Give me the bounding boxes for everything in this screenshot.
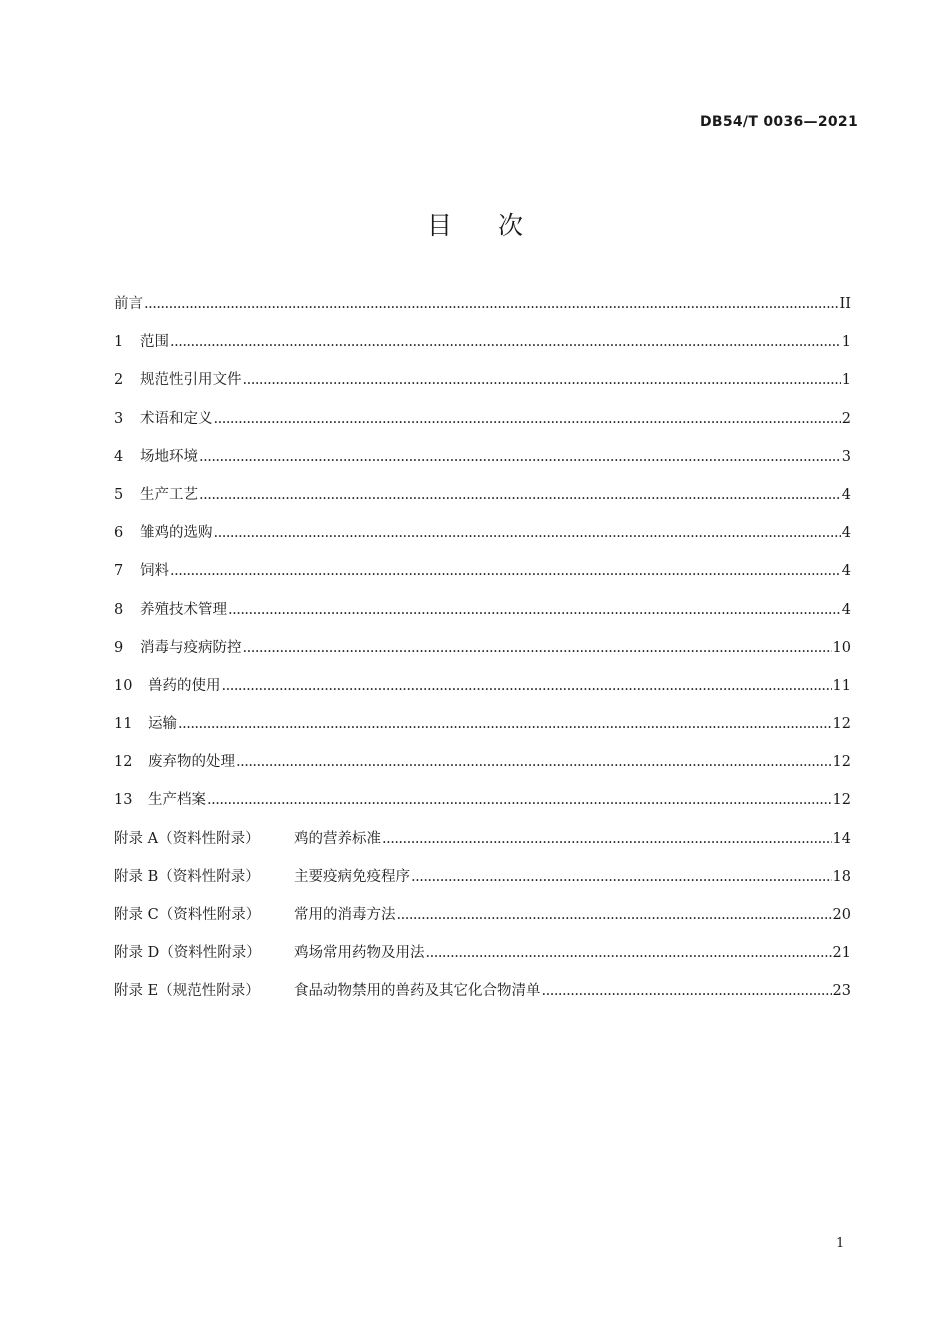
toc-entry[interactable] — [114, 521, 851, 559]
toc-leader-dots — [397, 907, 832, 923]
toc-entry-page: 2 — [841, 410, 851, 427]
toc-entry-page: 12 — [832, 792, 851, 809]
toc-entry-label: 食品动物禁用的兽药及其它化合物清单 — [294, 983, 541, 1000]
toc-entry-page: 12 — [832, 716, 851, 733]
toc-entry-label: 鸡的营养标准 — [294, 830, 381, 847]
toc-entry-page: 3 — [841, 448, 851, 465]
toc-entry-page: 10 — [832, 639, 851, 656]
toc-entry[interactable] — [114, 636, 851, 674]
toc-entry[interactable] — [114, 559, 851, 597]
table-of-contents — [114, 292, 851, 1018]
toc-entry-label: 常用的消毒方法 — [294, 907, 396, 923]
toc-entry-page: II — [839, 296, 851, 312]
toc-entry-page: 4 — [841, 601, 851, 618]
toc-leader-dots — [411, 869, 832, 885]
toc-entry[interactable] — [114, 712, 851, 750]
toc-leader-dots — [178, 716, 832, 732]
toc-appendix-label: 附录 B（资料性附录） — [114, 868, 260, 885]
toc-entry[interactable] — [114, 598, 851, 636]
toc-leader-dots — [426, 945, 832, 961]
toc-entry-label: 生产档案 — [148, 792, 206, 809]
toc-appendix-entry[interactable] — [114, 827, 851, 865]
toc-leader-dots — [222, 678, 832, 694]
toc-entry-page: 4 — [841, 486, 851, 503]
toc-leader-dots — [170, 563, 841, 579]
toc-entry-label: 雏鸡的选购 — [140, 525, 213, 542]
toc-entry[interactable] — [114, 483, 851, 521]
toc-entry-number: 5 — [114, 486, 124, 503]
toc-entry-label: 鸡场常用药物及用法 — [294, 945, 425, 962]
toc-leader-dots — [144, 296, 839, 312]
toc-entry-label: 规范性引用文件 — [140, 372, 242, 389]
toc-entry-number: 9 — [114, 639, 124, 656]
toc-entry-page: 11 — [832, 677, 851, 694]
toc-entry-page: 12 — [832, 754, 851, 771]
toc-appendix-label: 附录 C（资料性附录） — [114, 907, 261, 923]
toc-entry-page: 1 — [841, 372, 851, 389]
toc-leader-dots — [207, 792, 832, 808]
toc-entry-label: 生产工艺 — [140, 486, 198, 503]
toc-entry-page: 20 — [832, 907, 851, 923]
toc-entry-page: 4 — [841, 525, 851, 542]
toc-leader-dots — [382, 831, 832, 847]
page-number: 1 — [836, 1236, 845, 1251]
toc-entry-number: 3 — [114, 410, 124, 427]
toc-leader-dots — [199, 487, 841, 503]
toc-entry-label: 饲料 — [140, 563, 169, 580]
toc-appendix-entry[interactable] — [114, 865, 851, 903]
toc-leader-dots — [243, 640, 832, 656]
toc-leader-dots — [170, 334, 841, 350]
toc-entry-number: 6 — [114, 525, 124, 542]
toc-leader-dots — [542, 983, 832, 999]
toc-entry-page: 1 — [841, 334, 851, 351]
toc-entry-label: 主要疫病免疫程序 — [294, 868, 410, 885]
toc-leader-dots — [214, 525, 841, 541]
toc-entry-foreword[interactable] — [114, 292, 851, 330]
toc-leader-dots — [214, 411, 841, 427]
toc-entry-number: 7 — [114, 563, 124, 580]
toc-entry-number: 12 — [114, 754, 133, 771]
toc-appendix-label: 附录 D（资料性附录） — [114, 945, 261, 962]
toc-entry-number: 8 — [114, 601, 124, 618]
toc-entry[interactable] — [114, 407, 851, 445]
toc-entry[interactable] — [114, 445, 851, 483]
toc-entry-label: 兽药的使用 — [148, 677, 221, 694]
toc-entry-label: 消毒与疫病防控 — [140, 639, 242, 656]
toc-entry-label: 废弃物的处理 — [148, 754, 235, 771]
standard-number: DB54/T 0036—2021 — [699, 114, 858, 130]
toc-entry[interactable] — [114, 750, 851, 788]
toc-entry[interactable] — [114, 788, 851, 826]
toc-appendix-entry[interactable] — [114, 941, 851, 979]
toc-entry[interactable] — [114, 368, 851, 406]
toc-entry-label: 范围 — [140, 334, 169, 351]
toc-leader-dots — [243, 372, 841, 388]
toc-entry-label: 前言 — [114, 296, 143, 312]
toc-entry-label: 术语和定义 — [140, 410, 213, 427]
toc-entry-number: 13 — [114, 792, 133, 809]
toc-entry[interactable] — [114, 674, 851, 712]
toc-entry-number: 11 — [114, 716, 133, 733]
toc-entry-label: 场地环境 — [140, 448, 198, 465]
toc-appendix-label: 附录 E（规范性附录） — [114, 983, 260, 1000]
toc-entry-number: 10 — [114, 677, 133, 694]
toc-entry-page: 14 — [832, 830, 851, 847]
toc-entry[interactable] — [114, 330, 851, 368]
toc-leader-dots — [236, 754, 832, 770]
toc-entry-number: 1 — [114, 334, 124, 351]
toc-entry-label: 运输 — [148, 716, 177, 733]
toc-leader-dots — [199, 449, 841, 465]
toc-entry-page: 18 — [832, 868, 851, 885]
toc-entry-number: 2 — [114, 372, 124, 389]
toc-entry-page: 23 — [832, 983, 851, 1000]
toc-appendix-entry[interactable] — [114, 979, 851, 1017]
toc-entry-label: 养殖技术管理 — [140, 601, 227, 618]
page-title: 目次 — [426, 211, 569, 240]
toc-entry-number: 4 — [114, 448, 124, 465]
toc-leader-dots — [228, 602, 841, 618]
toc-appendix-entry[interactable] — [114, 903, 851, 941]
toc-appendix-label: 附录 A（资料性附录） — [114, 830, 260, 847]
toc-entry-page: 4 — [841, 563, 851, 580]
toc-entry-page: 21 — [832, 945, 851, 962]
